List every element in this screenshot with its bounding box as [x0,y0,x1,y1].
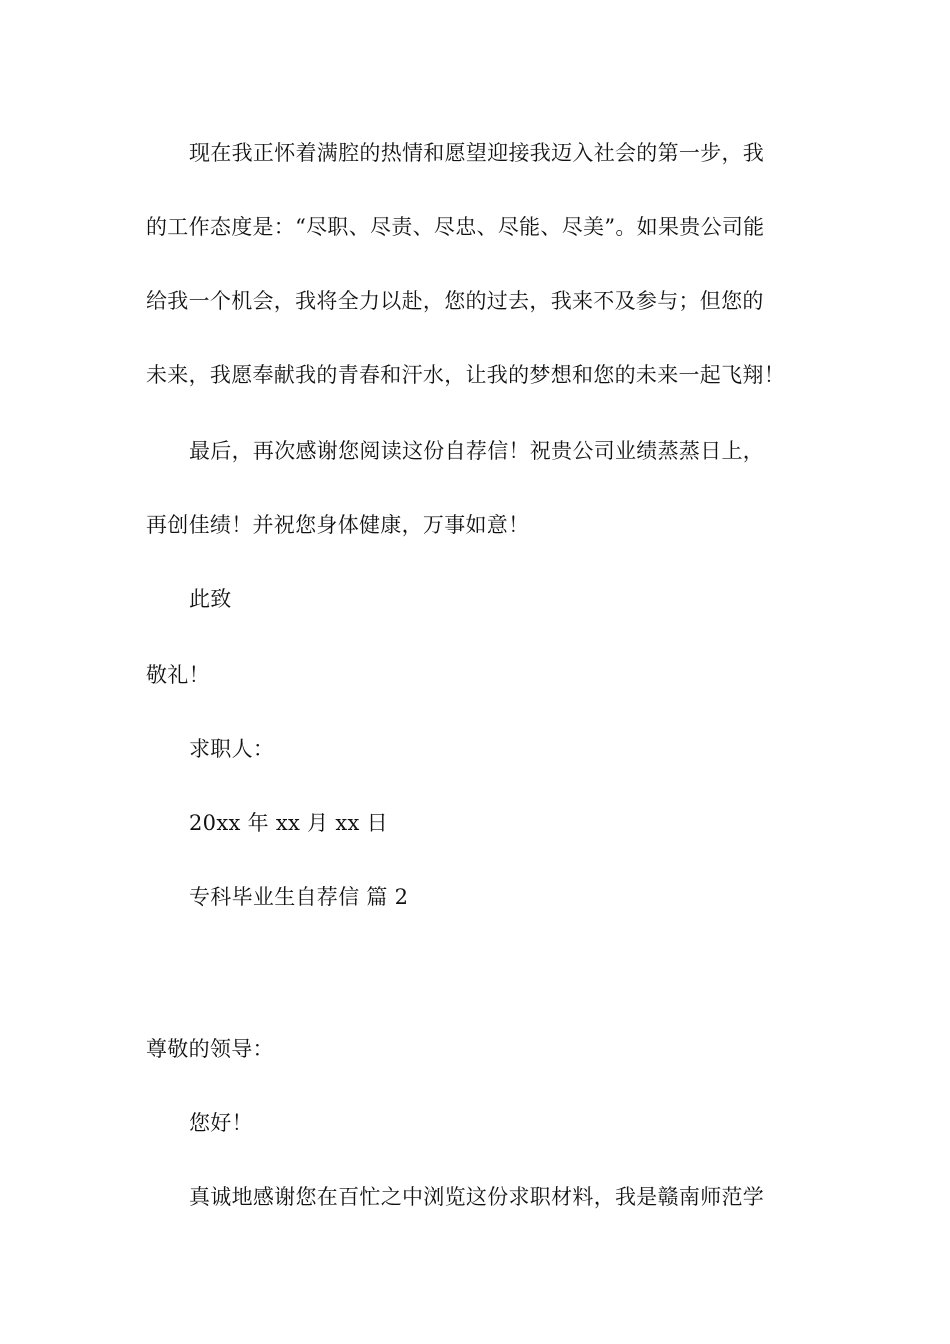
paragraph-line-5: 最后，再次感谢您阅读这份自荐信！祝贵公司业绩蒸蒸日上， [189,439,765,463]
paragraph-line-4: 未来，我愿奉献我的青春和汗水，让我的梦想和您的未来一起飞翔！ [146,363,785,387]
applicant-label: 求职人： [189,737,275,761]
closing-respect: 敬礼！ [146,663,210,687]
paragraph-line-1: 现在我正怀着满腔的热情和愿望迎接我迈入社会的第一步，我 [189,141,765,165]
closing-salutation: 此致 [189,587,232,611]
greeting: 尊敬的领导： [146,1037,274,1061]
paragraph-line-final: 真诚地感谢您在百忙之中浏览这份求职材料，我是赣南师范学 [189,1185,765,1209]
paragraph-line-6: 再创佳绩！并祝您身体健康，万事如意！ [146,513,530,537]
paragraph-line-2: 的工作态度是：“尽职、尽责、尽忠、尽能、尽美”。如果贵公司能 [146,215,765,239]
section-title: 专科毕业生自荐信 篇 2 [189,885,409,909]
hello-line: 您好！ [189,1111,253,1135]
paragraph-line-3: 给我一个机会，我将全力以赴，您的过去，我来不及参与；但您的 [146,289,764,313]
date-line: 20xx 年 xx 月 xx 日 [189,811,388,835]
